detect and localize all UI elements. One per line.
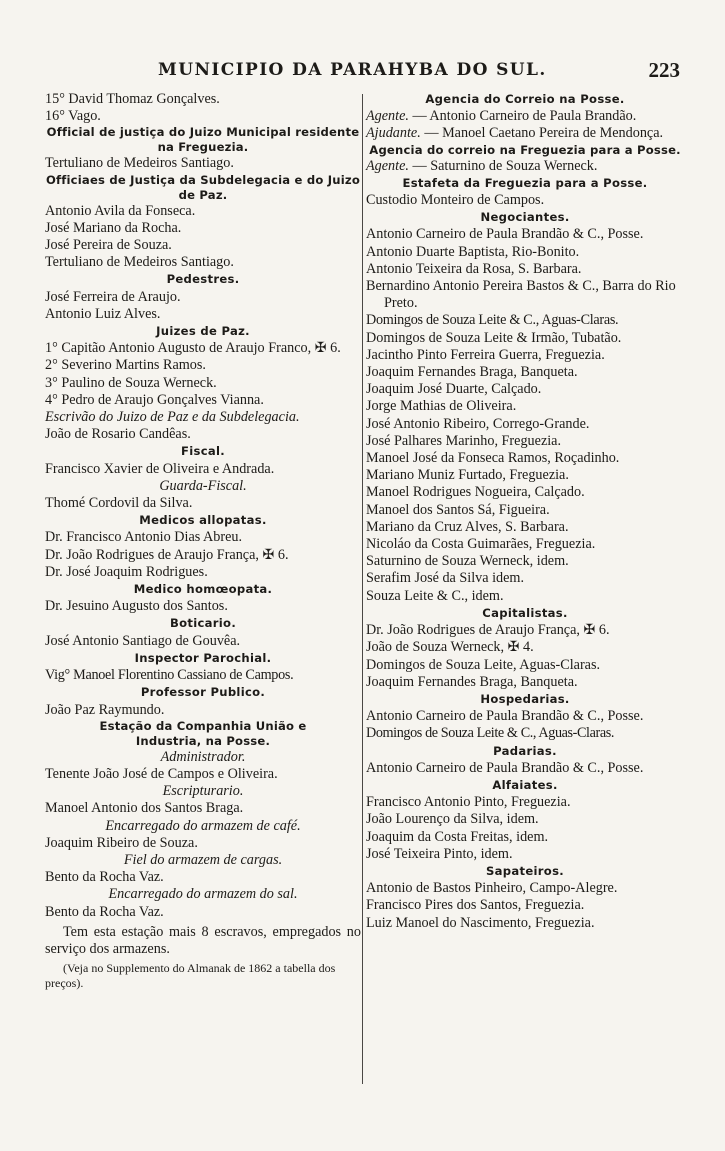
page-number: 223 [648,58,680,82]
section-heading-estafeta: Estafeta da Freguezia para a Posse. [402,175,648,190]
section-heading-agencia-correio: Agencia do Correio na Posse. [425,92,625,106]
entry: 15° David Thomaz Gonçalves. [45,91,220,107]
entry: José Antonio Ribeiro, Corrego-Grande. [366,415,590,432]
entry: 3° Paulino de Souza Werneck. [45,374,217,391]
entry: Bento da Rocha Vaz. [45,869,164,886]
entry: Joaquim Fernandes Braga, Banqueta. [366,673,578,690]
entry: Thomé Cordovil da Silva. [45,495,193,512]
entry: Jorge Mathias de Oliveira. [366,398,517,415]
right-column [366,91,684,932]
entry: José Palhares Marinho, Freguezia. [366,432,562,449]
section-heading-capitalistas: Capitalistas. [482,605,568,620]
section-heading-inspector: Inspector Parochial. [134,650,272,665]
entry: Tertuliano de Medeiros Santiago. [45,155,234,172]
entry: Domingos de Souza Leite & C., Aguas-Claras. [366,725,614,742]
section-heading-juizes-de-paz: Juizes de Paz. [156,324,250,339]
entry: Manoel dos Santos Sá, Figueira. [366,501,550,518]
entry: Antonio Carneiro de Paula Brandão & C., Posse. [366,708,644,725]
entry: Jacintho Pinto Ferreira Guerra, Freguezia. [366,346,605,363]
entry: Nicoláo da Costa Guimarães, Freguezia. [366,536,596,553]
entry: Bento da Rocha Vaz. [45,903,164,920]
entry: Souza Leite & C., idem. [366,587,504,604]
entry: José Antonio Santiago de Gouvêa. [45,632,241,649]
entry: Dr. Jesuino Augusto dos Santos. [45,598,228,615]
subheading-guarda-fiscal: Guarda-Fiscal. [159,477,247,494]
entry: 16° Vago. [45,108,101,125]
section-heading-sapateiros: Sapateiros. [486,863,564,878]
entry: Francisco Pires dos Santos, Freguezia. [366,897,585,914]
section-heading-official-justica: Official de justiça do Juizo Municipal residente na Freguezia. [46,125,360,155]
entry [366,158,684,175]
entry: Saturnino de Souza Werneck, idem. [366,553,569,570]
footnote-supplemento: (Veja no Supplemento do Almanak de 1862 a tabella dos preços). [45,961,336,991]
entry: Domingos de Souza Leite, Aguas-Claras. [366,656,601,673]
role-label: Ajudante. [366,125,421,142]
entry: Manoel Rodrigues Nogueira, Calçado. [366,484,585,501]
section-heading-pedestres: Pedestres. [166,272,240,287]
entry: João de Souza Werneck, ✠ 4. [366,639,534,656]
entry: Joaquim da Costa Freitas, idem. [366,828,549,845]
entry: João de Rosario Candêas. [45,426,191,443]
left-column [45,91,361,991]
entry: Antonio Duarte Baptista, Rio-Bonito. [366,243,580,260]
page-header [48,60,684,90]
entry: Manoel Antonio dos Santos Braga. [45,800,244,817]
entry: Domingos de Souza Leite & C., Aguas-Claras. [366,312,619,329]
entry: Antonio Avila da Fonseca. [45,202,196,219]
entry: José Teixeira Pinto, idem. [366,845,513,862]
subheading-escripturario: Escripturario. [162,783,244,800]
entry: Antonio Luiz Alves. [45,305,161,322]
entry: Antonio Teixeira da Rosa, S. Barbara. [366,260,582,277]
entry: 4° Pedro de Araujo Gonçalves Vianna. [45,391,264,408]
subheading-armazem-cafe: Encarregado do armazem de café. [105,817,301,834]
entry: José Ferreira de Araujo. [45,288,181,305]
entry [366,125,684,142]
entry: Dr. João Rodrigues de Araujo França, ✠ 6. [366,622,610,639]
entry: Vig° Manoel Florentino Cassiano de Campos. [45,667,294,684]
section-heading-padarias: Padarias. [493,743,557,758]
entry: Joaquim José Duarte, Calçado. [366,381,542,398]
entry: José Pereira de Souza. [45,237,172,254]
subheading-escrivao: Escrivão do Juizo de Paz e da Subdelegacia. [45,409,300,426]
entry: Antonio Carneiro de Paula Brandão & C., Posse. [366,226,644,243]
entry: Dr. Francisco Antonio Dias Abreu. [45,529,243,546]
entry: Joaquim Ribeiro de Souza. [45,834,198,851]
section-heading-negociantes: Negociantes. [480,210,570,225]
entry-text: — Antonio Carneiro de Paula Brandão. [408,108,637,125]
entry: Bernardino Antonio Pereira Bastos & C., Barra do Rio Preto. [366,278,676,312]
section-heading-alfaiates: Alfaiates. [492,777,558,792]
running-title: MUNICIPIO DA PARAHYBA DO SUL. [158,60,547,80]
entry-text: — Manoel Caetano Pereira de Mendonça. [420,125,664,142]
entry: João Lourenço da Silva, idem. [366,811,539,828]
entry: 2° Severino Martins Ramos. [45,357,206,374]
entry: Antonio de Bastos Pinheiro, Campo-Alegre. [366,880,618,897]
paragraph-escravos: Tem esta estação mais 8 escravos, empregados no serviço dos armazens. [45,923,361,957]
role-label: Agente. [366,108,409,125]
section-heading-boticario: Boticario. [169,616,237,631]
entry: Manoel José da Fonseca Ramos, Roçadinho. [366,450,620,467]
entry: Domingos de Souza Leite & Irmão, Tubatão. [366,329,622,346]
section-heading-fiscal: Fiscal. [181,444,225,459]
entry: Francisco Xavier de Oliveira e Andrada. [45,460,275,477]
entry: Tenente João José de Campos e Oliveira. [45,765,278,782]
entry: Serafim José da Silva idem. [366,570,525,587]
entry: Mariano da Cruz Alves, S. Barbara. [366,518,569,535]
entry: Luiz Manoel do Nascimento, Freguezia. [366,914,595,931]
entry: Custodio Monteiro de Campos. [366,192,545,209]
entry: 1° Capitão Antonio Augusto de Araujo Franco, ✠ 6. [45,340,341,357]
entry: Antonio Carneiro de Paula Brandão & C., Posse. [366,759,644,776]
subheading-armazem-cargas: Fiel do armazem de cargas. [123,851,283,868]
section-heading-officiaes-justica: Officiaes de Justiça da Subdelegacia e do Juizo de Paz. [45,172,361,202]
section-heading-medico-homoeopata: Medico homœopata. [133,582,273,597]
subheading-armazem-sal: Encarregado do armazem do sal. [108,886,298,903]
entry: Joaquim Fernandes Braga, Banqueta. [366,364,578,381]
section-heading-professor: Professor Publico. [140,685,266,700]
entry: Mariano Muniz Furtado, Freguezia. [366,467,569,484]
role-label: Agente. [366,157,409,174]
entry: Dr. José Joaquim Rodrigues. [45,563,208,580]
section-heading-hospedarias: Hospedarias. [480,691,570,706]
section-heading-estacao: Estação da Companhia União e Industria, na Posse. [99,718,307,748]
entry: Dr. João Rodrigues de Araujo França, ✠ 6. [45,546,289,563]
section-heading-agencia-freguezia: Agencia do correio na Freguezia para a Posse. [369,142,681,157]
entry: João Paz Raymundo. [45,701,165,718]
section-heading-medicos: Medicos allopatas. [139,513,267,528]
subheading-administrador: Administrador. [160,748,246,765]
entry: José Mariano da Rocha. [45,219,182,236]
entry: Tertuliano de Medeiros Santiago. [45,254,234,271]
column-divider [362,94,363,1084]
entry-text: — Saturnino de Souza Werneck. [408,157,598,174]
entry [366,108,684,125]
entry: Francisco Antonio Pinto, Freguezia. [366,794,571,811]
